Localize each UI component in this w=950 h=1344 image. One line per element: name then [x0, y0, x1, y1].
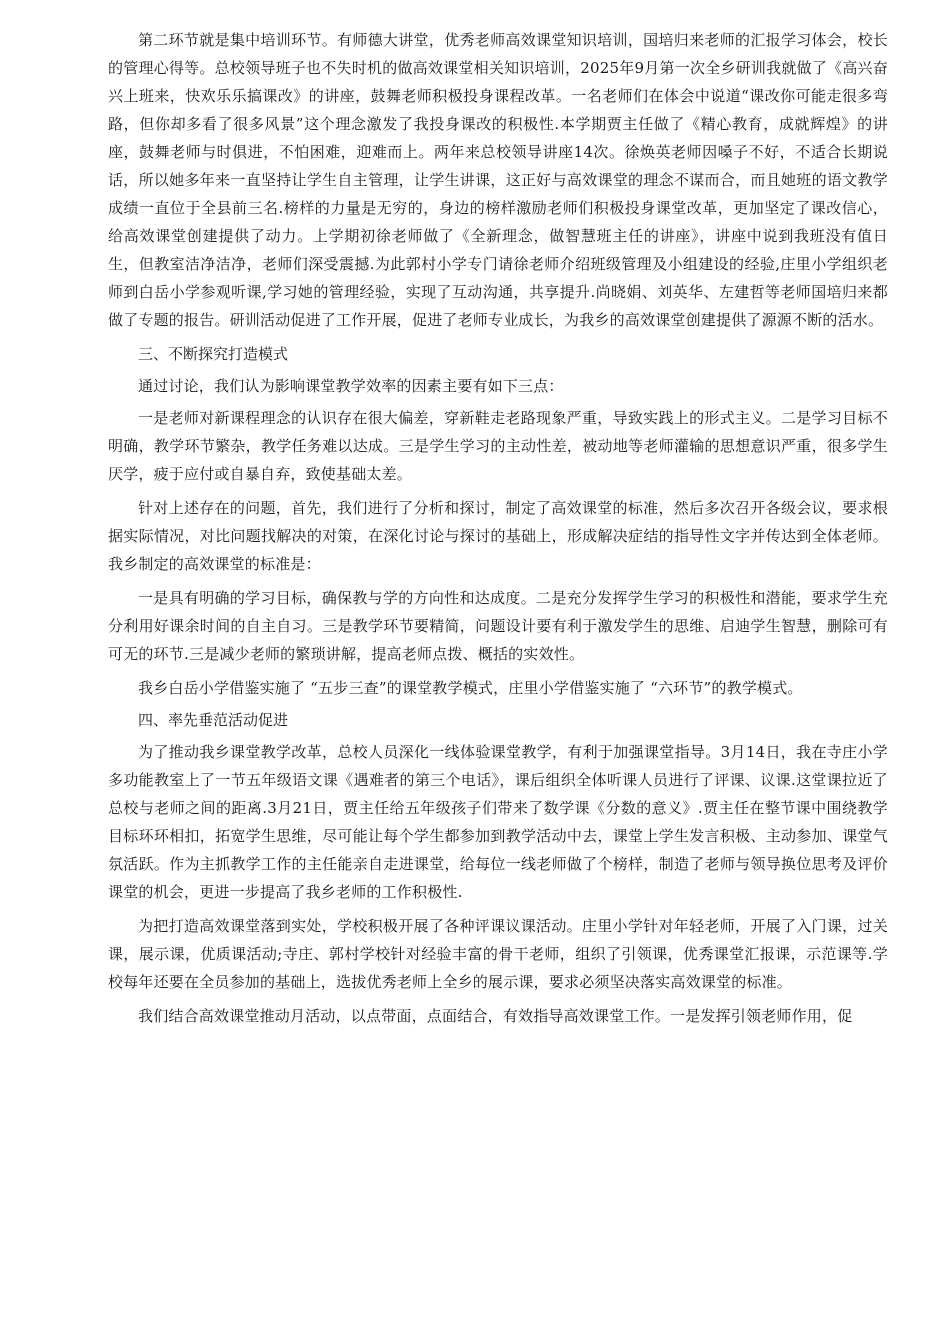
paragraph-standards-intro: 针对上述存在的问题，首先，我们进行了分析和探讨，制定了高效课堂的标准，然后多次召开各级会议，要求根据实际情况，对比问题找解决的对策，在深化讨论与探讨的基础上，形成解决症结的指导性文字并传达到全体老师。我乡制定的高效课堂的标准是：: [108, 499, 888, 573]
paragraph-models: 我乡白岳小学借鉴实施了 “五步三查”的课堂教学模式，庄里小学借鉴实施了 “六环节”的教学模式。: [138, 679, 803, 697]
paragraph-discussion-intro: 通过讨论，我们认为影响课堂教学效率的因素主要有如下三点：: [138, 377, 564, 395]
section-heading-4: 四、率先垂范活动促进: [138, 711, 289, 729]
paragraph-training: 第二环节就是集中培训环节。有师德大讲堂，优秀老师高效课堂知识培训，国培归来老师的汇报学习体会，校长的管理心得等。总校领导班子也不失时机的做高效课堂相关知识培训，2025年9月第一次全乡研训我就做了《高兴奋兴上班来，快欢乐乐搞课改》的讲座，鼓舞老师积极投身课程改革。一名老师们在体会中说道“课改你可能走很多弯路，但你却多看了很多风景”这个理念激发了我投身课改的积极性.本学期贾主任做了《精心教育，成就辉煌》的讲座，鼓舞老师与时俱进，不怕困难，迎难而上。两年来总校领导讲座14次。徐焕英老师因嗓子不好，不适合长期说话，所以她多年来一直坚持让学生自主管理，让学生讲课，这正好与高效课堂的理念不谋而合，而且她班的语文教学成绩一直位于全县前三名.榜样的力量是无穷的，身边的榜样激励老师们积极投身课堂改革，更加坚定了课改信心，给高效课堂创建提供了动力。上学期初徐老师做了《全新理念，做智慧班主任的讲座》，讲座中说到我班没有值日生，但教室洁净洁净，老师们深受震撼.为此郭村小学专门请徐老师介绍班级管理及小组建设的经验,庄里小学组织老师到白岳小学参观听课,学习她的管理经验，实现了互动沟通，共享提升.尚晓娟、刘英华、左建哲等老师国培归来都做了专题的报告。研训活动促进了工作开展，促进了老师专业成长，为我乡的高效课堂创建提供了源源不断的活水。: [108, 31, 888, 329]
paragraph-standards: 一是具有明确的学习目标，确保教与学的方向性和达成度。二是充分发挥学生学习的积极性和潜能，要求学生充分利用好课余时间的自主自习。三是教学环节要精简，问题设计要有利于激发学生的思维、启迪学生智慧，删除可有可无的环节.三是减少老师的繁琐讲解，提高老师点拨、概括的实效性。: [108, 589, 888, 663]
document-body: [108, 26, 888, 1036]
section-heading-3: 三、不断探究打造模式: [138, 345, 289, 363]
paragraph-evaluation-activities: 为把打造高效课堂落到实处，学校积极开展了各种评课议课活动。庄里小学针对年轻老师，开展了入门课，过关课，展示课，优质课活动;寺庄、郭村学校针对经验丰富的骨干老师，组织了引领课，优秀课堂汇报课，示范课等.学校每年还要在全员参加的基础上，选拔优秀老师上全乡的展示课，要求必须坚决落实高效课堂的标准。: [108, 917, 888, 991]
paragraph-lead-by-example: 为了推动我乡课堂教学改革，总校人员深化一线体验课堂教学，有利于加强课堂指导。3月14日，我在寺庄小学多功能教室上了一节五年级语文课《遇难者的第三个电话》，课后组织全体听课人员进行了评课、议课.这堂课拉近了总校与老师之间的距离.3月21日，贾主任给五年级孩子们带来了数学课《分数的意义》.贾主任在整节课中围绕教学目标环环相扣，拓宽学生思维，尽可能让每个学生都参加到教学活动中去，课堂上学生发言积极、主动参加、课堂气氛活跃。作为主抓教学工作的主任能亲自走进课堂，给每位一线老师做了个榜样，制造了老师与领导换位思考及评价课堂的机会，更进一步提高了我乡老师的工作积极性.: [108, 743, 888, 901]
paragraph-three-factors: 一是老师对新课程理念的认识存在很大偏差，穿新鞋走老路现象严重，导致实践上的形式主义。二是学习目标不明确，教学环节繁杂，教学任务难以达成。三是学生学习的主动性差，被动地等老师灌输的思想意识严重，很多学生厌学，疲于应付或自暴自弃，致使基础太差。: [108, 409, 888, 483]
paragraph-promotion-month: 我们结合高效课堂推动月活动，以点带面，点面结合，有效指导高效课堂工作。一是发挥引领老师作用，促: [138, 1007, 853, 1025]
